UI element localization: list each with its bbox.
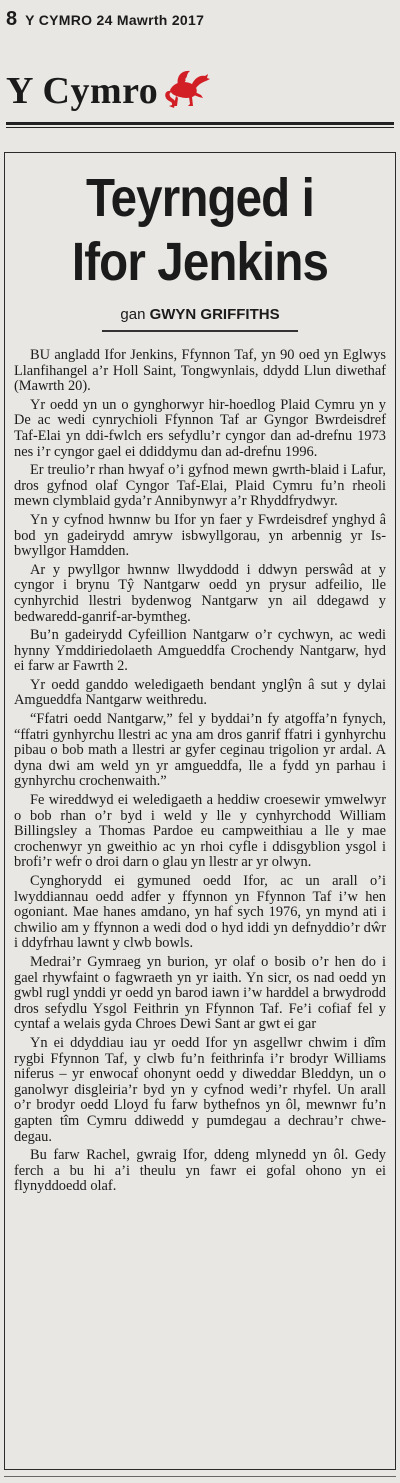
paragraph: Yn ei ddyddiau iau yr oedd Ifor yn asgellwr chwim i dîm rygbi Ffynnon Taf, y clwb fu’n feithrinfa i’r brodyr Williams niferus – yr enwocaf ohonynt oedd y diweddar Bleddyn, un o ganolwyr disgleiria’r byd yn y cyfnod wedi’r rhyfel. Un arall o’r brodyr oedd Lloyd fu farw bythefnos yn ôl, mewnwr fu’n gapten tîm Cymru ddiwedd y pumdegau a dechrau’r chwe-degau. — [14, 1034, 386, 1145]
headline-line-1: Teyrnged i — [86, 168, 314, 228]
paragraph: Er treulio’r rhan hwyaf o’i gyfnod mewn gwrth-blaid i Lafur, dros gyfnod olaf Cyngor Taf-Elai, Plaid Cymru fu’n rheoli mewn clymblaid gyda’r Annibynwyr a’r Rhyddfrydwyr. — [14, 462, 386, 510]
paragraph: Fe wireddwyd ei weledigaeth a heddiw croesewir ymwelwyr o bob rhan o’r byd i weld y lle y cynhyrchodd William Billingsley a Thomas Pardoe eu campweithiau a lle y mae crochenwyr yn gweithio ac yn rhoi cyfle i ddisgyblion ysgol i brofi’r wefr o droi darn o glau yn llestr ar yr olwyn. — [14, 792, 386, 871]
page-bottom-rule — [4, 1476, 396, 1477]
byline — [0, 306, 400, 323]
headline-line-2: Ifor Jenkins — [71, 232, 329, 292]
paragraph: “Ffatri oedd Nantgarw,” fel y byddai’n fy atgoffa’n fynych, “ffatri gynhyrchu llestri ac yna am dros ganrif ffatri i gynhyrchu pibau o bob math a llestri ar gyfer ceginau trigolion yr ardal. A dyna dwi am weld yn yr amgueddfa, lle a fydd yn parhau i gynhyrchu crochenwaith.” — [14, 711, 386, 790]
welsh-dragon-icon — [162, 68, 212, 115]
paragraph: Bu’n gadeirydd Cyfeillion Nantgarw o’r cychwyn, ac wedi hynny Ymddiriedolaeth Amgueddfa Crochendy Nantgarw, hyd ei farw ar Fawrth 2. — [14, 627, 386, 675]
byline-prefix: gan — [120, 306, 146, 323]
paragraph: Yr oedd ganddo weledigaeth bendant ynglŷn â sut y dylai Amgueddfa Nantgarw weithredu. — [14, 676, 386, 709]
paragraph: Ar y pwyllgor hwnnw llwyddodd i ddwyn perswâd at y cyngor i brynu Tŷ Nantgarw oedd yn prysur adfeilio, lle cynhyrchid llestri bydenwog Nantgarw yn ail ddegawd y bedwaredd-ganrif-ar-bymtheg. — [14, 561, 386, 625]
paragraph: Medrai’r Gymraeg yn burion, yr olaf o bosib o’r hen do i gael rhywfaint o fagwraeth yn yr iaith. Yn sicr, os nad oedd yn gwbl rugl ynddi yr oedd yn barod iawn i’w harddel a brwydrodd dros sefydlu Ysgol Feithrin yn Ffynnon Taf. Fe’i cofiaf fel y cyntaf a welais gyda Chroes Dewi Sant ar gwt ei gar — [14, 953, 386, 1033]
byline-author: GWYN GRIFFITHS — [149, 306, 280, 323]
masthead-rule-thin — [6, 127, 394, 128]
masthead-title: Y Cymro — [6, 70, 159, 112]
paragraph: Yr oedd yn un o gynghorwyr hir-hoedlog Plaid Cymru yn y De ac wedi cynrychioli Ffynnon Taf ar Gyngor Bwrdeisdref Taf-Elai yn ddi-fwlch ers sefydlu’r cyngor dan ad-drefnu 1973 nes i’r cyngor gael ei ddiddymu dan ad-drefnu 1996. — [14, 396, 386, 460]
byline-underline — [102, 330, 298, 332]
page-number: 8 — [6, 8, 18, 30]
masthead-rule — [6, 122, 394, 125]
publication-date: Y CYMRO 24 Mawrth 2017 — [25, 12, 205, 28]
paragraph: Cynghorydd ei gymuned oedd Ifor, ac un arall o’i lwyddiannau oedd adfer y ffynnon yn Ffynnon Taf i’w hen ogoniant. Mae hanes amdano, yn haf sych 1976, yn mynd ati i chwilio am y ffynnon a wedi dod o hyd iddi yn defnyddio’r dŵr i ddyfrhau lawnt y clwb bowls. — [14, 873, 386, 952]
article-body — [14, 348, 386, 1198]
headline — [24, 166, 376, 294]
paragraph: BU angladd Ifor Jenkins, Ffynnon Taf, yn 90 oed yn Eglwys Llanfihangel a’r Holl Saint, Tongwynlais, ddydd Llun diwethaf (Mawrth 20). — [14, 347, 386, 395]
paragraph: Bu farw Rachel, gwraig Ifor, ddeng mlynedd yn ôl. Gedy ferch a bu hi a’i theulu yn fawr ei gofal ohono yn ei flynyddoedd olaf. — [14, 1147, 386, 1195]
masthead — [6, 32, 396, 114]
folio-line — [6, 8, 396, 30]
paragraph: Yn y cyfnod hwnnw bu Ifor yn faer y Fwrdeisdref ynghyd â bod yn gadeirydd amryw isbwyllgorau, yn arbennig yr Is-bwyllgor Hamdden. — [14, 511, 386, 560]
